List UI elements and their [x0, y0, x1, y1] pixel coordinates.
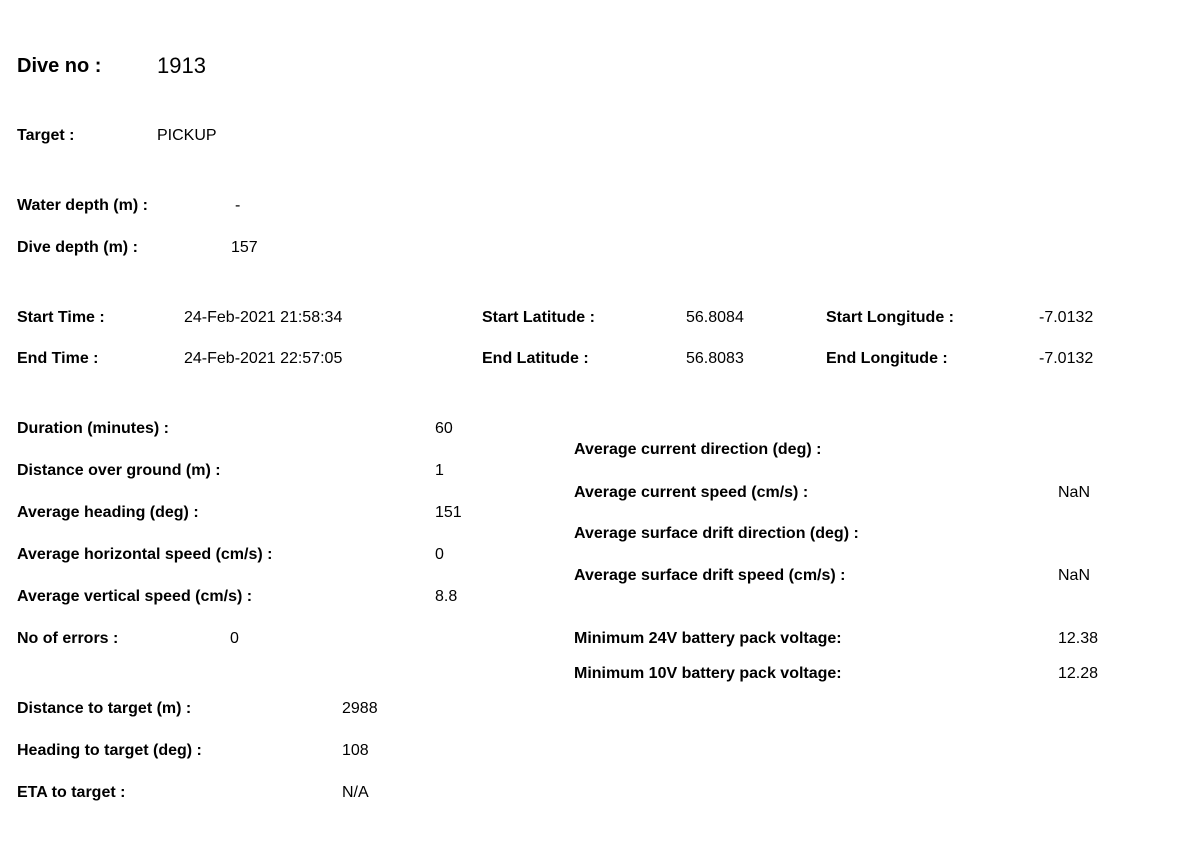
min-10v-battery-value: 12.28 [1058, 665, 1099, 682]
distance-over-ground-value: 1 [435, 462, 444, 479]
distance-to-target-value: 2988 [342, 700, 378, 717]
min-24v-battery-value: 12.38 [1058, 630, 1099, 647]
start-longitude-value: -7.0132 [1039, 309, 1094, 326]
average-vertical-speed-value: 8.8 [435, 588, 458, 605]
end-time-value: 24-Feb-2021 22:57:05 [184, 350, 343, 367]
end-longitude-value: -7.0132 [1039, 350, 1094, 367]
min-24v-battery-label: Minimum 24V battery pack voltage: [574, 630, 842, 647]
target-value: PICKUP [157, 127, 217, 144]
water-depth-value: - [235, 197, 241, 214]
no-of-errors-value: 0 [230, 630, 239, 647]
average-current-speed-value: NaN [1058, 484, 1091, 501]
duration-value: 60 [435, 420, 453, 437]
dive-no-label: Dive no : [17, 55, 102, 77]
start-longitude-label: Start Longitude : [826, 309, 954, 326]
end-time-label: End Time : [17, 350, 99, 367]
water-depth-label: Water depth (m) : [17, 197, 148, 214]
start-time-value: 24-Feb-2021 21:58:34 [184, 309, 343, 326]
min-10v-battery-label: Minimum 10V battery pack voltage: [574, 665, 842, 682]
average-current-direction-label: Average current direction (deg) : [574, 441, 822, 458]
eta-to-target-value: N/A [342, 784, 369, 801]
average-horizontal-speed-label: Average horizontal speed (cm/s) : [17, 546, 273, 563]
dive-depth-value: 157 [231, 239, 258, 256]
average-current-speed-label: Average current speed (cm/s) : [574, 484, 809, 501]
end-longitude-label: End Longitude : [826, 350, 948, 367]
average-surface-drift-speed-value: NaN [1058, 567, 1091, 584]
dive-no-value: 1913 [157, 53, 206, 78]
distance-over-ground-label: Distance over ground (m) : [17, 462, 221, 479]
heading-to-target-value: 108 [342, 742, 369, 759]
average-horizontal-speed-value: 0 [435, 546, 444, 563]
duration-label: Duration (minutes) : [17, 420, 169, 437]
start-latitude-label: Start Latitude : [482, 309, 595, 326]
end-latitude-value: 56.8083 [686, 350, 744, 367]
target-label: Target : [17, 127, 75, 144]
dive-depth-label: Dive depth (m) : [17, 239, 138, 256]
heading-to-target-label: Heading to target (deg) : [17, 742, 202, 759]
start-time-label: Start Time : [17, 309, 105, 326]
start-latitude-value: 56.8084 [686, 309, 744, 326]
no-of-errors-label: No of errors : [17, 630, 119, 647]
eta-to-target-label: ETA to target : [17, 784, 126, 801]
distance-to-target-label: Distance to target (m) : [17, 700, 192, 717]
end-latitude-label: End Latitude : [482, 350, 589, 367]
average-heading-label: Average heading (deg) : [17, 504, 199, 521]
average-heading-value: 151 [435, 504, 462, 521]
average-vertical-speed-label: Average vertical speed (cm/s) : [17, 588, 253, 605]
average-surface-drift-speed-label: Average surface drift speed (cm/s) : [574, 567, 846, 584]
average-surface-drift-direction-label: Average surface drift direction (deg) : [574, 525, 859, 542]
